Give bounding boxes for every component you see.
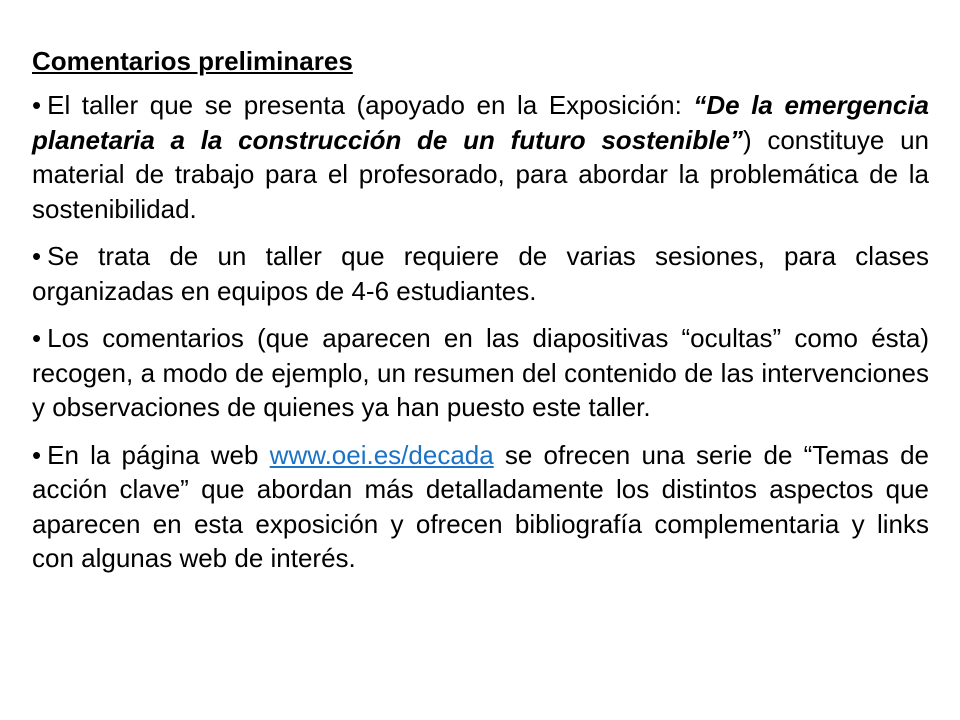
paragraph-4-text-before: En la página web [47, 439, 270, 470]
paragraph-2-text: Se trata de un taller que requiere de varias sesiones, para clases organizadas en equipos de 4-6 estudiantes. [32, 241, 929, 306]
slide-content [32, 46, 929, 589]
website-link[interactable]: www.oei.es/decada [269, 439, 494, 470]
paragraph-4-text-after: se ofrecen una serie de “Temas de acción clave” que abordan más detalladamente los distintos aspectos que aparecen en esta exposición y ofrecen bibliografía complementaria y links con algunas web de interés. [32, 439, 929, 573]
bullet-marker: • [32, 323, 42, 353]
bullet-marker: • [32, 90, 42, 120]
exposition-title: “De la emergencia planetaria a la construcción de un futuro sostenible” [32, 90, 929, 155]
paragraph-1-text-after: ) constituye un material de trabajo para el profesorado, para abordar la problemática de la sostenibilidad. [32, 124, 930, 224]
slide-heading: Comentarios preliminares [32, 46, 353, 76]
paragraph-2 [32, 239, 929, 308]
bullet-marker: • [32, 439, 42, 470]
paragraph-3-text: Los comentarios (que aparecen en las diapositivas “ocultas” como ésta) recogen, a modo de ejemplo, un resumen del contenido de las intervenciones y observaciones de quienes ya han puesto este taller. [32, 323, 929, 422]
paragraph-1-text-before: El taller que se presenta (apoyado en la Exposición: [47, 90, 694, 120]
paragraph-4 [32, 438, 929, 576]
paragraph-3 [32, 321, 929, 425]
paragraph-1 [32, 88, 929, 226]
bullet-marker: • [32, 241, 42, 271]
